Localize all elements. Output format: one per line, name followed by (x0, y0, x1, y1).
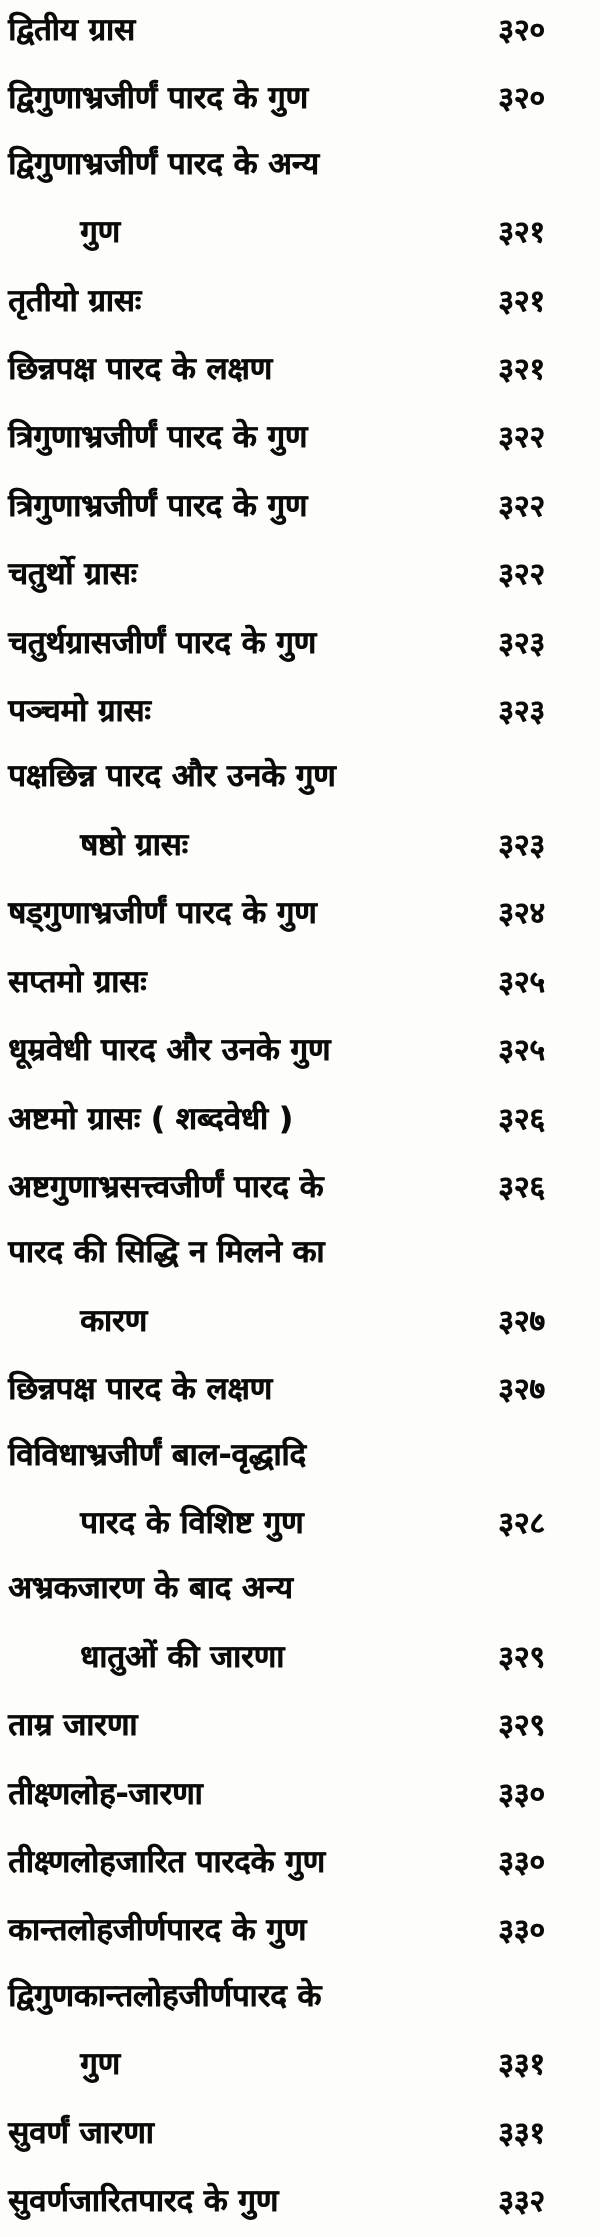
toc-entry-title: तीक्ष्णलोह-जारणा (8, 1775, 203, 1812)
toc-entry-title: विविधाभ्रजीर्णं बाल-वृद्धादि (8, 1436, 306, 1473)
toc-row (8, 2111, 594, 2153)
toc-entry-page-number: ३२१ (498, 215, 545, 251)
toc-entry-page-number: ३३० (498, 1913, 545, 1949)
toc-entry-title: पारद की सिद्धि न मिलने का (8, 1234, 325, 1271)
toc-entry-title: द्विगुणकान्तलोहजीर्णपारद के (8, 1977, 322, 2014)
toc-entry-title: धातुओं की जारणा (80, 1638, 285, 1675)
toc-entry-page-number: ३२९ (498, 1639, 545, 1675)
toc-entry-title: चतुर्थो ग्रासः (8, 556, 137, 593)
toc-row (8, 823, 594, 865)
toc-row (8, 1097, 594, 1139)
toc-entry-title: षड्गुणाभ्रजीर्णं पारद के गुण (8, 895, 317, 932)
toc-entry-title: गुण (80, 2046, 120, 2083)
toc-entry-page-number: ३२१ (498, 352, 545, 388)
toc-entry-page-number: ३३१ (498, 2115, 545, 2151)
toc-entry-page-number: ३३० (498, 1776, 545, 1812)
toc-entry-title: धूम्रवेधी पारद और उनके गुण (8, 1032, 331, 1069)
toc-entry-page-number: ३२९ (498, 1708, 545, 1744)
toc-row (8, 960, 594, 1002)
toc-row (8, 1977, 594, 2016)
toc-entry-page-number: ३२८ (498, 1505, 545, 1541)
toc-entry-page-number: ३२० (498, 13, 545, 48)
toc-entry-title: षष्ठो ग्रासः (80, 826, 188, 863)
toc-entry-page-number: ३२३ (498, 827, 545, 863)
toc-row (8, 1165, 594, 1207)
toc-entry-title: द्वितीय ग्रास (8, 12, 135, 48)
toc-entry-title: त्रिगुणाभ्रजीर्णं पारद के गुण (8, 419, 308, 456)
toc-entry-title: सप्तमो ग्रासः (8, 963, 147, 1000)
toc-entry-title: अष्टगुणाभ्रसत्त्वजीर्णं पारद के (8, 1168, 324, 1205)
toc-entry-title: तीक्ष्णलोहजारित पारदके गुण (8, 1843, 325, 1880)
toc-row (8, 1028, 594, 1070)
toc-entry-title: छिन्नपक्ष पारद के लक्षण (8, 351, 272, 388)
toc-row (8, 279, 594, 321)
toc-entry-page-number: ३२७ (498, 1372, 545, 1408)
toc-entry-title: सुवर्णजारितपारद के गुण (8, 2183, 279, 2219)
toc-row (8, 1299, 594, 1341)
toc-entry-title: पञ्चमो ग्रासः (8, 693, 151, 730)
toc-entry-page-number: ३३१ (498, 2047, 545, 2083)
toc-row (8, 1703, 594, 1745)
toc-row (8, 1367, 594, 1409)
toc-entry-title: सुवर्णं जारणा (8, 2114, 154, 2151)
toc-row (8, 76, 594, 118)
toc-entry-page-number: ३२५ (498, 964, 545, 1000)
toc-entry-title: द्विगुणाभ्रजीर्णं पारद के गुण (8, 80, 308, 117)
toc-entry-title: छिन्नपक्ष पारद के लक्षण (8, 1371, 272, 1408)
toc-entry-page-number: ३२० (498, 81, 545, 117)
toc-row (8, 347, 594, 389)
toc-row (8, 1569, 594, 1608)
toc-entry-page-number: ३२७ (498, 1303, 545, 1339)
toc-entry-title: कान्तलोहजीर्णपारद के गुण (8, 1912, 307, 1949)
toc-entry-title: अभ्रकजारण के बाद अन्य (8, 1570, 293, 1607)
toc-entry-title: द्विगुणाभ्रजीर्णं पारद के अन्य (8, 145, 319, 182)
toc-row (8, 1635, 594, 1677)
toc-row (8, 757, 594, 796)
toc-row (8, 210, 594, 252)
toc-row (8, 1840, 594, 1882)
toc-entry-page-number: ३२३ (498, 625, 545, 661)
toc-entry-title: पारद के विशिष्ट गुण (80, 1504, 304, 1541)
toc-row (8, 415, 594, 457)
toc-entry-page-number: ३२२ (498, 420, 545, 456)
toc-entry-page-number: ३२२ (498, 488, 545, 524)
toc-row (8, 8, 594, 50)
toc-row (8, 689, 594, 731)
toc-row (8, 2042, 594, 2084)
toc-entry-page-number: ३३२ (498, 2184, 545, 2219)
toc-row (8, 621, 594, 663)
toc-entry-page-number: ३२१ (498, 283, 545, 319)
toc-entry-page-number: ३२३ (498, 694, 545, 730)
toc-entry-page-number: ३२५ (498, 1033, 545, 1069)
toc-row (8, 891, 594, 933)
toc-entry-title: त्रिगुणाभ्रजीर्णं पारद के गुण (8, 487, 308, 524)
toc-row (8, 1908, 594, 1950)
toc-row (8, 484, 594, 526)
toc-entry-title: अष्टमो ग्रासः ( शब्दवेधी ) (8, 1100, 293, 1137)
toc-entry-title: पक्षछिन्न पारद और उनके गुण (8, 758, 336, 795)
toc-entry-page-number: ३२४ (498, 896, 545, 932)
toc-row (8, 1772, 594, 1814)
toc-entry-page-number: ३२६ (498, 1169, 545, 1205)
toc-entry-page-number: ३२६ (498, 1101, 545, 1137)
toc-row (8, 1501, 594, 1543)
toc-row (8, 1436, 594, 1475)
toc-row (8, 552, 594, 594)
toc-entry-page-number: ३३० (498, 1844, 545, 1880)
toc-entry-title: तृतीयो ग्रासः (8, 282, 141, 319)
toc-entry-title: ताम्र जारणा (8, 1707, 138, 1744)
toc-entry-title: चतुर्थग्रासजीर्णं पारद के गुण (8, 624, 316, 661)
toc-entry-page-number: ३२२ (498, 557, 545, 593)
toc-row (8, 2179, 594, 2221)
toc-entry-title: गुण (80, 214, 120, 251)
toc-row (8, 1233, 594, 1272)
toc-entry-title: कारण (80, 1302, 147, 1339)
toc-row (8, 145, 594, 184)
